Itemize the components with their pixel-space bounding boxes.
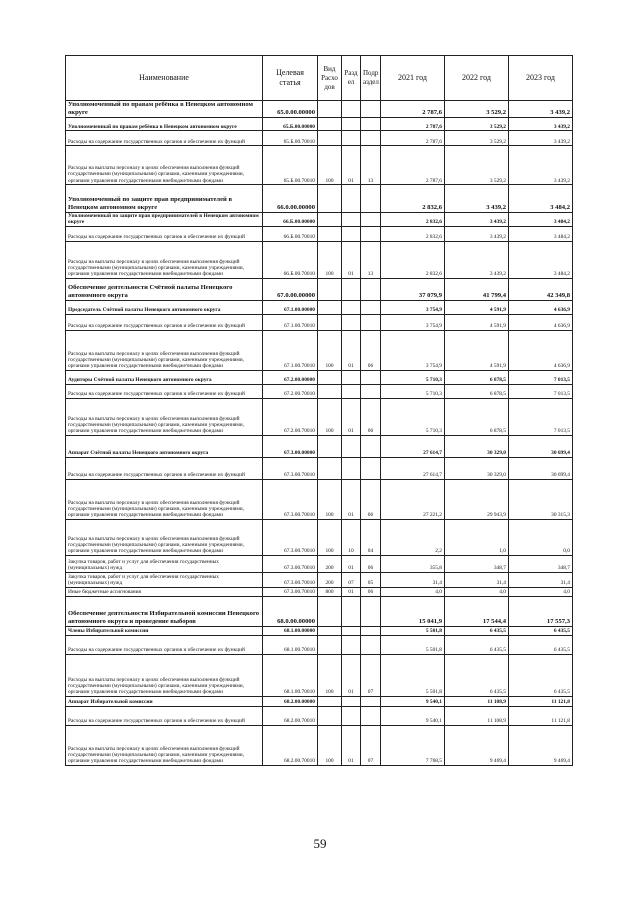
cell-vr	[318, 185, 342, 213]
cell-2023: 7 013,5	[509, 370, 573, 384]
cell-target: 65.Б.00.00000	[263, 118, 318, 131]
cell-target: 68.2.00.70010	[263, 706, 318, 725]
table-row	[66, 706, 573, 725]
cell-2022: 3 529,2	[445, 146, 509, 185]
cell-2021: 5 710,3	[381, 398, 445, 435]
cell-name: Уполномоченный по защите прав предпринимателей в Ненецком автономном округе	[66, 213, 263, 227]
cell-vr: 200	[318, 555, 342, 572]
cell-vr: 100	[318, 330, 342, 370]
table-row	[66, 300, 573, 314]
cell-vr	[318, 213, 342, 227]
cell-2021: 9 540,1	[381, 696, 445, 706]
cell-vr	[318, 596, 342, 626]
cell-2021: 5 710,3	[381, 370, 445, 384]
cell-2021: 2 787,6	[381, 146, 445, 185]
cell-2022: 3 439,2	[445, 241, 509, 278]
cell-name: Расходы на выплаты персоналу в целях обеспечения выполнения функций государственными (муниципальными) органами, казенными учреждениями, органами управления государственными внебюджетными фондами	[66, 241, 263, 278]
cell-name: Обеспечение деятельности Избирательной комиссии Ненецкого автономного округа и проведение выборов	[66, 596, 263, 626]
table-row	[66, 635, 573, 654]
cell-name: Председатель Счётной палаты Ненецкого автономного округа	[66, 300, 263, 314]
table-row	[66, 435, 573, 457]
cell-razd	[342, 706, 361, 725]
cell-2021: 3 754,9	[381, 300, 445, 314]
cell-2022: 3 439,2	[445, 185, 509, 213]
table-row	[66, 626, 573, 635]
cell-target: 68.1.00.00000	[263, 626, 318, 635]
table-header-row	[66, 56, 573, 101]
cell-2023: 9 469,4	[509, 725, 573, 765]
cell-target: 67.1.00.70010	[263, 314, 318, 330]
cell-2021: 37 079,9	[381, 278, 445, 300]
cell-podr: 06	[361, 555, 381, 572]
cell-2023: 0,0	[509, 519, 573, 555]
cell-name: Аппарат Счётной палаты Ненецкого автономного округа	[66, 435, 263, 457]
table-row	[66, 555, 573, 572]
table-row	[66, 213, 573, 227]
cell-2021: 2 832,6	[381, 213, 445, 227]
cell-2021: 3 754,9	[381, 330, 445, 370]
cell-target: 68.0.00.00000	[263, 596, 318, 626]
cell-podr: 07	[361, 654, 381, 696]
cell-target: 67.3.00.70010	[263, 587, 318, 596]
cell-2023: 7 013,5	[509, 384, 573, 398]
cell-target: 68.2.00.00000	[263, 696, 318, 706]
cell-2022: 1,0	[445, 519, 509, 555]
cell-razd	[342, 384, 361, 398]
cell-2023: 11 121,8	[509, 696, 573, 706]
cell-2022: 6 435,5	[445, 626, 509, 635]
cell-target: 68.2.00.70010	[263, 725, 318, 765]
cell-podr	[361, 384, 381, 398]
page-number: 59	[313, 836, 327, 851]
cell-name: Расходы на выплаты персоналу в целях обеспечения выполнения функций государственными (муниципальными) органами, казенными учреждениями, органами управления государственными внебюджетными фондами	[66, 330, 263, 370]
header-name: Наименование	[66, 56, 263, 101]
cell-vr: 100	[318, 654, 342, 696]
cell-podr	[361, 213, 381, 227]
cell-razd: 01	[342, 479, 361, 519]
cell-target: 65.Б.00.70010	[263, 146, 318, 185]
table-row	[66, 479, 573, 519]
cell-2022: 17 544,4	[445, 596, 509, 626]
cell-name: Расходы на выплаты персоналу в целях обеспечения выполнения функций государственными (муниципальными) органами, казенными учреждениями, органами управления государственными внебюджетными фондами	[66, 519, 263, 555]
cell-2022: 3 529,2	[445, 101, 509, 118]
cell-razd: 01	[342, 725, 361, 765]
cell-razd	[342, 101, 361, 118]
cell-vr	[318, 457, 342, 479]
cell-2022: 4 591,9	[445, 330, 509, 370]
header-2022: 2022 год	[445, 56, 509, 101]
cell-name: Расходы на выплаты персоналу в целях обеспечения выполнения функций государственными (муниципальными) органами, казенными учреждениями, органами управления государственными внебюджетными фондами	[66, 146, 263, 185]
cell-vr: 100	[318, 241, 342, 278]
cell-podr	[361, 370, 381, 384]
cell-razd	[342, 457, 361, 479]
table-row	[66, 596, 573, 626]
cell-2021: 7 768,5	[381, 725, 445, 765]
cell-target: 67.0.00.00000	[263, 278, 318, 300]
cell-2023: 3 484,2	[509, 213, 573, 227]
cell-target: 66.Б.00.00000	[263, 213, 318, 227]
cell-podr: 13	[361, 146, 381, 185]
table-row	[66, 370, 573, 384]
header-razd: Разд ел	[342, 56, 361, 101]
cell-razd: 01	[342, 241, 361, 278]
cell-podr: 05	[361, 572, 381, 587]
cell-target: 67.3.00.70010	[263, 479, 318, 519]
header-vr: Вид Расхо дов	[318, 56, 342, 101]
cell-podr	[361, 596, 381, 626]
cell-podr	[361, 226, 381, 241]
cell-2022: 11 108,9	[445, 706, 509, 725]
cell-vr: 100	[318, 146, 342, 185]
cell-razd	[342, 213, 361, 227]
cell-razd: 01	[342, 146, 361, 185]
cell-podr	[361, 706, 381, 725]
cell-razd: 07	[342, 572, 361, 587]
cell-name: Расходы на содержание государственных органов и обеспечение их функций	[66, 131, 263, 146]
cell-target: 67.3.00.70010	[263, 457, 318, 479]
cell-2021: 15 041,9	[381, 596, 445, 626]
cell-2022: 3 439,2	[445, 226, 509, 241]
cell-2022: 3 529,2	[445, 118, 509, 131]
cell-2023: 6 435,5	[509, 626, 573, 635]
cell-target: 66.0.00.00000	[263, 185, 318, 213]
cell-2022: 3 439,2	[445, 213, 509, 227]
cell-2023: 3 439,2	[509, 131, 573, 146]
table-row	[66, 314, 573, 330]
table-row	[66, 226, 573, 241]
header-target: Целевая статья	[263, 56, 318, 101]
cell-name: Уполномоченный по правам ребёнка в Ненецком автономном округе	[66, 101, 263, 118]
table-row	[66, 101, 573, 118]
cell-vr	[318, 278, 342, 300]
cell-razd	[342, 696, 361, 706]
cell-2021: 31,4	[381, 572, 445, 587]
cell-vr	[318, 314, 342, 330]
cell-razd: 01	[342, 654, 361, 696]
cell-2022: 9 469,4	[445, 725, 509, 765]
cell-vr: 100	[318, 725, 342, 765]
cell-2021: 27 614,7	[381, 435, 445, 457]
cell-target: 65.0.00.00000	[263, 101, 318, 118]
cell-razd: 10	[342, 519, 361, 555]
cell-target: 67.3.00.70010	[263, 572, 318, 587]
cell-podr	[361, 457, 381, 479]
table-row	[66, 696, 573, 706]
cell-target: 67.2.00.70010	[263, 398, 318, 435]
cell-2021: 5 501,8	[381, 635, 445, 654]
cell-target: 68.1.00.70010	[263, 635, 318, 654]
cell-vr	[318, 118, 342, 131]
cell-2021: 27 614,7	[381, 457, 445, 479]
table-row	[66, 654, 573, 696]
cell-name: Уполномоченный по правам ребёнка в Ненецком автономном округе	[66, 118, 263, 131]
cell-2021: 4,0	[381, 587, 445, 596]
cell-name: Обеспечение деятельности Счётной палаты Ненецкого автономного округа	[66, 278, 263, 300]
cell-name: Расходы на содержание государственных органов и обеспечение их функций	[66, 635, 263, 654]
cell-name: Аппарат Избирательной комиссии	[66, 696, 263, 706]
cell-name: Расходы на содержание государственных органов и обеспечение их функций	[66, 384, 263, 398]
cell-target: 67.3.00.70010	[263, 519, 318, 555]
cell-razd: 01	[342, 555, 361, 572]
cell-2021: 2 832,6	[381, 226, 445, 241]
cell-podr	[361, 435, 381, 457]
table-row	[66, 384, 573, 398]
cell-2021: 9 540,1	[381, 706, 445, 725]
cell-vr	[318, 300, 342, 314]
cell-podr: 06	[361, 587, 381, 596]
cell-vr	[318, 101, 342, 118]
cell-2023: 4,0	[509, 587, 573, 596]
cell-2022: 11 108,9	[445, 696, 509, 706]
table-row	[66, 519, 573, 555]
cell-2022: 4 591,9	[445, 300, 509, 314]
cell-2023: 3 484,2	[509, 185, 573, 213]
cell-2023: 6 435,5	[509, 654, 573, 696]
cell-2023: 30 699,4	[509, 435, 573, 457]
cell-razd	[342, 370, 361, 384]
cell-2021: 5 501,8	[381, 654, 445, 696]
cell-2022: 6 435,5	[445, 654, 509, 696]
table-row	[66, 118, 573, 131]
cell-2023: 11 121,8	[509, 706, 573, 725]
cell-razd	[342, 435, 361, 457]
cell-podr: 06	[361, 330, 381, 370]
cell-vr	[318, 435, 342, 457]
budget-table	[65, 55, 573, 766]
cell-vr: 200	[318, 572, 342, 587]
cell-2023: 17 557,3	[509, 596, 573, 626]
cell-razd	[342, 626, 361, 635]
cell-target: 65.Б.00.70010	[263, 131, 318, 146]
cell-name: Расходы на выплаты персоналу в целях обеспечения выполнения функций государственными (муниципальными) органами, казенными учреждениями, органами управления государственными внебюджетными фондами	[66, 398, 263, 435]
cell-vr	[318, 626, 342, 635]
cell-target: 67.1.00.00000	[263, 300, 318, 314]
cell-name: Расходы на выплаты персоналу в целях обеспечения выполнения функций государственными (муниципальными) органами, казенными учреждениями, органами управления государственными внебюджетными фондами	[66, 725, 263, 765]
cell-2023: 4 636,9	[509, 330, 573, 370]
cell-razd	[342, 131, 361, 146]
cell-target: 67.3.00.00000	[263, 435, 318, 457]
cell-target: 67.3.00.70010	[263, 555, 318, 572]
cell-podr: 13	[361, 241, 381, 278]
cell-2022: 4,0	[445, 587, 509, 596]
cell-vr: 800	[318, 587, 342, 596]
cell-target: 67.2.00.00000	[263, 370, 318, 384]
cell-name: Расходы на содержание государственных органов и обеспечение их функций	[66, 314, 263, 330]
cell-2021: 355,8	[381, 555, 445, 572]
cell-2023: 6 435,5	[509, 635, 573, 654]
cell-target: 66.Б.00.70010	[263, 241, 318, 278]
cell-2022: 6 878,5	[445, 370, 509, 384]
cell-2021: 5 501,8	[381, 626, 445, 635]
cell-2021: 27 221,2	[381, 479, 445, 519]
cell-target: 68.1.00.70010	[263, 654, 318, 696]
cell-podr	[361, 626, 381, 635]
cell-2022: 6 878,5	[445, 384, 509, 398]
table-row	[66, 146, 573, 185]
cell-vr: 100	[318, 398, 342, 435]
cell-2021: 2 787,6	[381, 131, 445, 146]
cell-2023: 42 349,8	[509, 278, 573, 300]
header-2021: 2021 год	[381, 56, 445, 101]
cell-2022: 348,7	[445, 555, 509, 572]
cell-podr	[361, 131, 381, 146]
cell-2022: 29 943,9	[445, 479, 509, 519]
cell-razd	[342, 635, 361, 654]
cell-razd	[342, 118, 361, 131]
cell-podr	[361, 300, 381, 314]
cell-name: Расходы на содержание государственных органов и обеспечение их функций	[66, 226, 263, 241]
cell-name: Закупка товаров, работ и услуг для обеспечения государственных (муниципальных) нужд	[66, 572, 263, 587]
cell-razd	[342, 278, 361, 300]
cell-vr: 100	[318, 519, 342, 555]
cell-podr: 06	[361, 479, 381, 519]
cell-razd: 01	[342, 587, 361, 596]
cell-podr	[361, 101, 381, 118]
cell-vr	[318, 706, 342, 725]
cell-vr	[318, 226, 342, 241]
table-row	[66, 278, 573, 300]
cell-razd	[342, 314, 361, 330]
cell-target: 67.2.00.70010	[263, 384, 318, 398]
cell-2023: 3 439,2	[509, 146, 573, 185]
cell-target: 67.1.00.70010	[263, 330, 318, 370]
cell-razd	[342, 185, 361, 213]
cell-name: Расходы на содержание государственных органов и обеспечение их функций	[66, 457, 263, 479]
cell-2022: 4 591,9	[445, 314, 509, 330]
cell-2022: 30 329,0	[445, 457, 509, 479]
header-2023: 2023 год	[509, 56, 573, 101]
cell-vr	[318, 131, 342, 146]
cell-2021: 2,2	[381, 519, 445, 555]
cell-razd	[342, 226, 361, 241]
cell-podr	[361, 278, 381, 300]
cell-2023: 30 699,4	[509, 457, 573, 479]
cell-name: Члены Избирательной комиссии	[66, 626, 263, 635]
cell-2023: 3 484,2	[509, 241, 573, 278]
table-row	[66, 457, 573, 479]
cell-podr	[361, 696, 381, 706]
cell-vr	[318, 370, 342, 384]
cell-name: Уполномоченный по защите прав предпринимателей в Ненецком автономном округе	[66, 185, 263, 213]
table-row	[66, 241, 573, 278]
cell-2022: 6 435,5	[445, 635, 509, 654]
cell-2022: 6 878,5	[445, 398, 509, 435]
cell-2023: 31,4	[509, 572, 573, 587]
table-row	[66, 725, 573, 765]
cell-2021: 2 787,6	[381, 118, 445, 131]
cell-podr: 07	[361, 725, 381, 765]
cell-2021: 2 832,6	[381, 185, 445, 213]
cell-2023: 4 636,9	[509, 314, 573, 330]
cell-podr: 06	[361, 398, 381, 435]
table-row	[66, 398, 573, 435]
cell-name: Иные бюджетные ассигнования	[66, 587, 263, 596]
cell-target: 66.Б.00.70010	[263, 226, 318, 241]
table-row	[66, 330, 573, 370]
cell-2021: 5 710,3	[381, 384, 445, 398]
table-body	[66, 101, 573, 766]
table-row	[66, 185, 573, 213]
cell-name: Аудиторы Счётной палаты Ненецкого автономного округа	[66, 370, 263, 384]
cell-2023: 30 315,3	[509, 479, 573, 519]
cell-name: Закупка товаров, работ и услуг для обеспечения государственных (муниципальных) нужд	[66, 555, 263, 572]
cell-2023: 3 439,2	[509, 101, 573, 118]
cell-2023: 7 013,5	[509, 398, 573, 435]
table-row	[66, 587, 573, 596]
table-row	[66, 572, 573, 587]
cell-razd: 01	[342, 330, 361, 370]
cell-2023: 4 636,9	[509, 300, 573, 314]
cell-2023: 3 439,2	[509, 118, 573, 131]
cell-vr: 100	[318, 479, 342, 519]
cell-2021: 2 787,6	[381, 101, 445, 118]
cell-name: Расходы на содержание государственных органов и обеспечение их функций	[66, 706, 263, 725]
table-row	[66, 131, 573, 146]
cell-2021: 2 832,6	[381, 241, 445, 278]
cell-podr	[361, 314, 381, 330]
cell-2023: 348,7	[509, 555, 573, 572]
cell-vr	[318, 696, 342, 706]
cell-name: Расходы на выплаты персоналу в целях обеспечения выполнения функций государственными (муниципальными) органами, казенными учреждениями, органами управления государственными внебюджетными фондами	[66, 654, 263, 696]
cell-razd: 01	[342, 398, 361, 435]
cell-2022: 31,4	[445, 572, 509, 587]
cell-name: Расходы на выплаты персоналу в целях обеспечения выполнения функций государственными (муниципальными) органами, казенными учреждениями, органами управления государственными внебюджетными фондами	[66, 479, 263, 519]
cell-podr: 04	[361, 519, 381, 555]
cell-vr	[318, 635, 342, 654]
cell-podr	[361, 118, 381, 131]
cell-2022: 41 799,4	[445, 278, 509, 300]
cell-2023: 3 484,2	[509, 226, 573, 241]
cell-razd	[342, 596, 361, 626]
cell-vr	[318, 384, 342, 398]
cell-2021: 3 754,9	[381, 314, 445, 330]
cell-2022: 3 529,2	[445, 131, 509, 146]
cell-2022: 30 329,0	[445, 435, 509, 457]
cell-podr	[361, 185, 381, 213]
header-podr: Подр аздел	[361, 56, 381, 101]
cell-razd	[342, 300, 361, 314]
cell-podr	[361, 635, 381, 654]
